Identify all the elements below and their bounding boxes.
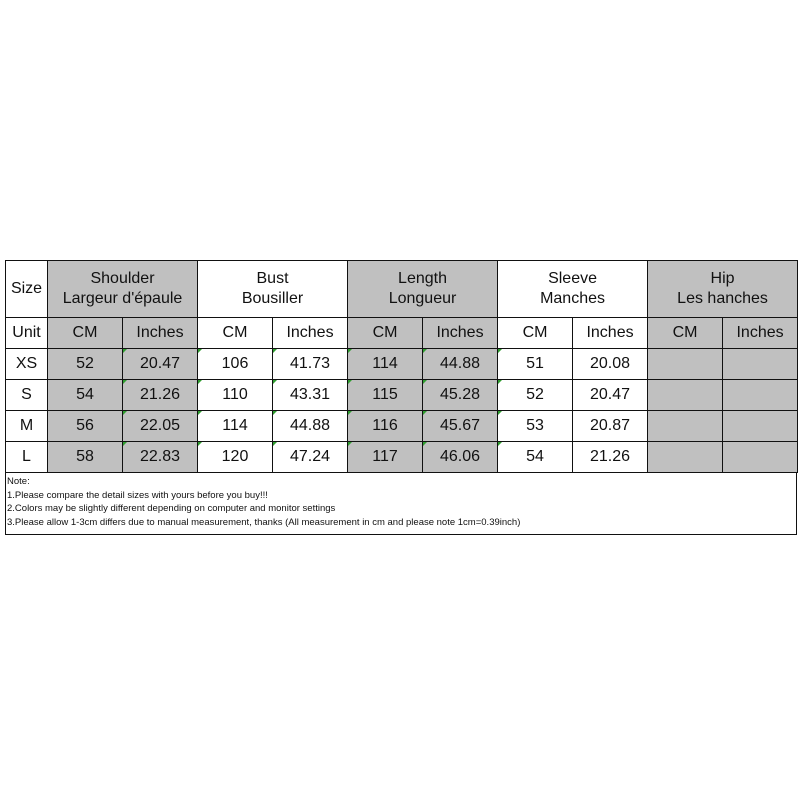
length-label-en: Length [398, 270, 447, 287]
sleeve-header [498, 261, 648, 318]
hip-cm-cell [648, 349, 723, 380]
shoulder-cm-cell: 54 [48, 380, 123, 411]
length-inches-cell: 45.28 [423, 380, 498, 411]
hip-unit-cm: CM [648, 318, 723, 349]
shoulder-label-en: Shoulder [90, 270, 155, 287]
bust-header [198, 261, 348, 318]
length-unit-cm: CM [348, 318, 423, 349]
hip-header [648, 261, 798, 318]
hip-cm-cell [648, 411, 723, 442]
table-row [6, 349, 798, 380]
length-cm-cell: 115 [348, 380, 423, 411]
length-unit-inches: Inches [423, 318, 498, 349]
hip-inches-cell [723, 442, 798, 473]
shoulder-cm-cell: 52 [48, 349, 123, 380]
sleeve-cm-cell: 53 [498, 411, 573, 442]
size-cell: S [6, 380, 48, 411]
size-cell: M [6, 411, 48, 442]
bust-inches-cell: 47.24 [273, 442, 348, 473]
bust-unit-cm: CM [198, 318, 273, 349]
size-table [5, 260, 798, 473]
size-cell: XS [6, 349, 48, 380]
length-header [348, 261, 498, 318]
sleeve-inches-cell: 21.26 [573, 442, 648, 473]
bust-cm-cell: 106 [198, 349, 273, 380]
bust-cm-cell: 120 [198, 442, 273, 473]
bust-cm-cell: 110 [198, 380, 273, 411]
sleeve-inches-cell: 20.08 [573, 349, 648, 380]
table-row [6, 442, 798, 473]
sleeve-cm-cell: 51 [498, 349, 573, 380]
sleeve-inches-cell: 20.87 [573, 411, 648, 442]
length-cm-cell: 114 [348, 349, 423, 380]
sleeve-label-en: Sleeve [548, 270, 597, 287]
shoulder-inches-cell: 22.83 [123, 442, 198, 473]
length-label-fr: Longueur [388, 290, 457, 307]
shoulder-inches-cell: 20.47 [123, 349, 198, 380]
sleeve-unit-inches: Inches [573, 318, 648, 349]
bust-label-en: Bust [256, 270, 289, 287]
sleeve-cm-cell: 54 [498, 442, 573, 473]
bust-label-fr: Bousiller [241, 290, 304, 307]
notes-box [5, 473, 797, 535]
shoulder-cm-cell: 56 [48, 411, 123, 442]
bust-unit-inches: Inches [273, 318, 348, 349]
note-line-3: 3.Please allow 1-3cm differs due to manual measurement, thanks (All measurement in cm and please note 1cm=0.39inch) [7, 516, 521, 528]
hip-label-fr: Les hanches [677, 290, 768, 307]
sleeve-cm-cell: 52 [498, 380, 573, 411]
notes-title: Note: [7, 476, 30, 487]
unit-header: Unit [6, 318, 48, 349]
bust-inches-cell: 41.73 [273, 349, 348, 380]
size-cell: L [6, 442, 48, 473]
table-row [6, 380, 798, 411]
note-line-2: 2.Colors may be slightly different depending on computer and monitor settings [7, 503, 336, 514]
shoulder-label-fr: Largeur d'épaule [62, 290, 183, 307]
length-inches-cell: 45.67 [423, 411, 498, 442]
unit-row [6, 318, 798, 349]
hip-inches-cell [723, 380, 798, 411]
length-cm-cell: 117 [348, 442, 423, 473]
bust-inches-cell: 43.31 [273, 380, 348, 411]
shoulder-unit-inches: Inches [123, 318, 198, 349]
sleeve-label-fr: Manches [540, 290, 605, 307]
hip-unit-inches: Inches [723, 318, 798, 349]
hip-cm-cell [648, 380, 723, 411]
hip-inches-cell [723, 411, 798, 442]
sleeve-inches-cell: 20.47 [573, 380, 648, 411]
bust-inches-cell: 44.88 [273, 411, 348, 442]
shoulder-inches-cell: 21.26 [123, 380, 198, 411]
hip-inches-cell [723, 349, 798, 380]
size-header: Size [6, 261, 48, 318]
length-inches-cell: 46.06 [423, 442, 498, 473]
shoulder-unit-cm: CM [48, 318, 123, 349]
length-inches-cell: 44.88 [423, 349, 498, 380]
shoulder-header [48, 261, 198, 318]
shoulder-inches-cell: 22.05 [123, 411, 198, 442]
shoulder-cm-cell: 58 [48, 442, 123, 473]
table-row [6, 411, 798, 442]
size-chart [5, 260, 797, 535]
hip-label-en: Hip [710, 270, 735, 287]
length-cm-cell: 116 [348, 411, 423, 442]
note-line-1: 1.Please compare the detail sizes with yours before you buy!!! [7, 489, 268, 501]
hip-cm-cell [648, 442, 723, 473]
bust-cm-cell: 114 [198, 411, 273, 442]
header-row [6, 261, 798, 318]
sleeve-unit-cm: CM [498, 318, 573, 349]
